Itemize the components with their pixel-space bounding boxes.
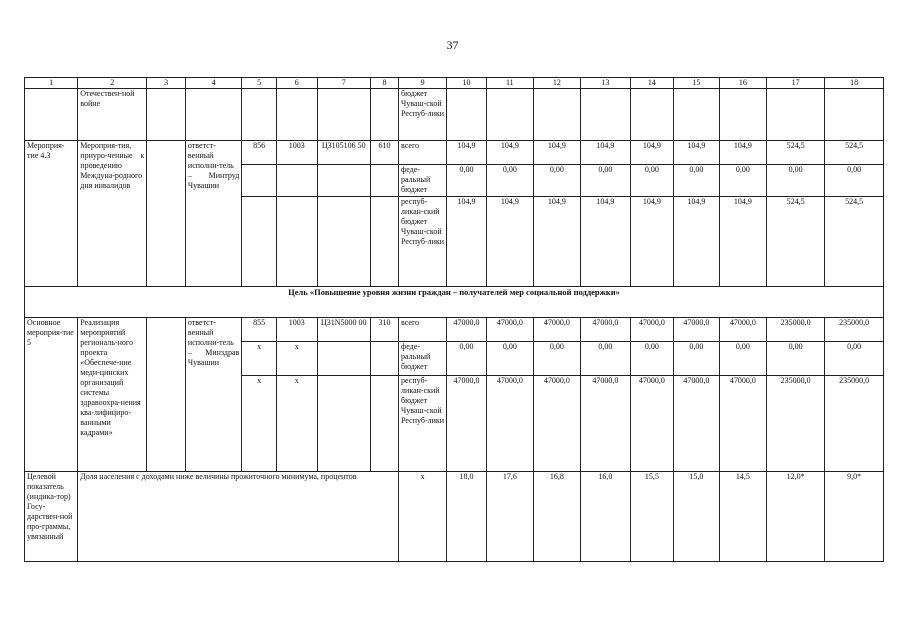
value-cell: 9,0* [825,472,884,562]
value-cell: 524,5 [766,197,825,287]
value-cell: 104,9 [673,197,719,287]
main-event-5-label: Основное мероприя-тие 5 [25,318,78,472]
cont-event-name: Отечествен-ной войне [78,89,147,141]
value-cell: 104,9 [580,197,630,287]
value-cell: 0,00 [766,165,825,197]
main-event-5-expense-type: 310 [370,318,398,342]
value-cell: 104,9 [486,197,533,287]
value-cell: 0,00 [447,165,487,197]
header-cell: 9 [399,78,447,89]
value-cell: 104,9 [447,197,487,287]
header-cell: 12 [533,78,580,89]
value-cell: 47000,0 [631,376,674,472]
header-cell: 4 [185,78,241,89]
header-cell: 8 [370,78,398,89]
value-cell: 0,00 [825,165,884,197]
value-cell: 104,9 [719,141,766,165]
value-cell: 0,00 [486,342,533,376]
value-cell: 104,9 [533,141,580,165]
main-event-5-executor: ответст-венный исполни-тель – Минздрав Чувашии [185,318,241,472]
value-cell: 524,5 [766,141,825,165]
value-cell: 235000,0 [825,318,884,342]
value-cell: 0,00 [631,165,674,197]
value-cell: 0,00 [533,342,580,376]
value-cell: 0,00 [447,342,487,376]
value-cell: 104,9 [631,141,674,165]
value-cell: 235000,0 [825,376,884,472]
value-cell: 14,5 [719,472,766,562]
value-cell: 0,00 [631,342,674,376]
value-cell: 15,0 [673,472,719,562]
event-4-3-executor: ответст-венный исполни-тель – Минтруд Чувашии [185,141,241,287]
main-event-5-name: Реализация мероприятий региональ-ного проекта «Обеспече-ние меди-цинских организаций системы здравоохра-нения ква-лифициро-ванными кадрами» [78,318,147,472]
continuation-row [25,89,884,141]
value-cell: 47000,0 [533,318,580,342]
funding-source: всего [399,318,447,342]
value-cell: 235000,0 [766,318,825,342]
target-indicator-label: Целевой показатель (индика-тор) Госу-дарствен-ной про-граммы, увязанный [25,472,78,562]
header-cell: 17 [766,78,825,89]
event-4-3-row-total [25,141,884,165]
value-cell: 0,00 [580,342,630,376]
target-indicator-description: Доля населения с доходами ниже величины прожиточного минимума, процентов [78,472,399,562]
funding-source: феде-ральный бюджет [399,342,447,376]
value-cell: 104,9 [486,141,533,165]
value-cell: 16,8 [533,472,580,562]
main-event-5-section: 1003 [276,318,317,342]
value-cell: 12,0* [766,472,825,562]
main-event-5-section-x: x [276,376,317,472]
event-4-3-name: Мероприя-тия, приуро-ченные к проведению Междуна-родного дня инвалидов [78,141,147,287]
main-event-5-row-total [25,318,884,342]
value-cell: 524,5 [825,141,884,165]
value-cell: 47000,0 [580,376,630,472]
value-cell: 47000,0 [533,376,580,472]
value-cell: 0,00 [766,342,825,376]
header-cell: 14 [631,78,674,89]
event-4-3-section: 1003 [276,141,317,165]
main-event-5-target-article: Ц31N5000 00 [317,318,370,342]
value-cell: 104,9 [719,197,766,287]
header-cell: 16 [719,78,766,89]
value-cell: 104,9 [673,141,719,165]
funding-source: респуб-ликан-ский бюджет Чуваш-ской Респуб-лики [399,376,447,472]
main-event-5-grbs: 855 [242,318,276,342]
value-cell: 15,5 [631,472,674,562]
header-cell: 18 [825,78,884,89]
page-number: 37 [446,38,459,52]
event-4-3-expense-type: 610 [370,141,398,165]
header-cell: 2 [78,78,147,89]
value-cell: 17,6 [486,472,533,562]
value-cell: 47000,0 [719,376,766,472]
main-event-5-grbs-x: x [242,376,276,472]
header-cell: 13 [580,78,630,89]
funding-source: респуб-ликан-ский бюджет Чуваш-ской Респуб-лики [399,197,447,287]
header-cell: 6 [276,78,317,89]
value-cell: 0,00 [533,165,580,197]
goal-heading: Цель «Повышение уровня жизни граждан – получателей мер социальной поддержки» [25,287,884,318]
program-table [24,77,884,562]
value-cell: 0,00 [719,342,766,376]
event-4-3-target-article: Ц3105106 50 [317,141,370,165]
header-cell: 11 [486,78,533,89]
value-cell: 47000,0 [486,318,533,342]
cont-funding-source: бюджет Чуваш-ской Респуб-лики [399,89,447,141]
main-event-5-grbs-x: x [242,342,276,376]
value-cell: 47000,0 [719,318,766,342]
main-event-5-section-x: x [276,342,317,376]
column-numbers-row [25,78,884,89]
goal-row [25,287,884,318]
value-cell: 0,00 [673,165,719,197]
event-4-3-grbs: 856 [242,141,276,165]
value-cell: 16,0 [580,472,630,562]
value-cell: 104,9 [631,197,674,287]
value-cell: 235000,0 [766,376,825,472]
value-cell: 0,00 [719,165,766,197]
value-cell: 0,00 [486,165,533,197]
header-cell: 1 [25,78,78,89]
value-cell: 47000,0 [447,376,487,472]
value-cell: 18,0 [447,472,487,562]
event-4-3-label: Мероприя-тие 4.3 [25,141,78,287]
header-cell: 3 [147,78,186,89]
funding-source: феде-ральный бюджет [399,165,447,197]
value-cell: 47000,0 [673,376,719,472]
value-cell: 104,9 [447,141,487,165]
target-indicator-x: x [399,472,447,562]
value-cell: 0,00 [580,165,630,197]
value-cell: 47000,0 [447,318,487,342]
value-cell: 47000,0 [631,318,674,342]
value-cell: 104,9 [580,141,630,165]
value-cell: 0,00 [673,342,719,376]
target-indicator-row [25,472,884,562]
value-cell: 524,5 [825,197,884,287]
value-cell: 104,9 [533,197,580,287]
header-cell: 7 [317,78,370,89]
value-cell: 0,00 [825,342,884,376]
funding-source: всего [399,141,447,165]
value-cell: 47000,0 [486,376,533,472]
value-cell: 47000,0 [580,318,630,342]
header-cell: 10 [447,78,487,89]
header-cell: 5 [242,78,276,89]
header-cell: 15 [673,78,719,89]
value-cell: 47000,0 [673,318,719,342]
